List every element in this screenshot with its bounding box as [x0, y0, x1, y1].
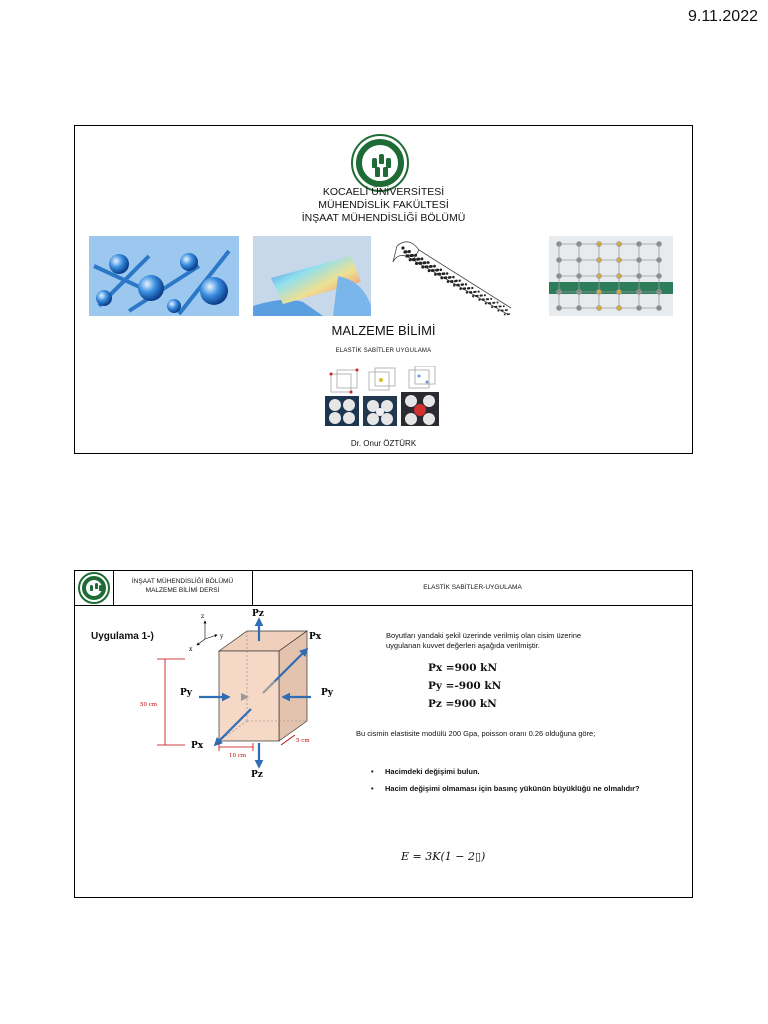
faculty-name: MÜHENDİSLİK FAKÜLTESİ: [318, 199, 449, 211]
bulk-modulus-formula: E = 3K(1 − 2▯): [401, 850, 486, 863]
question-item: • Hacim değişimi olmaması için basınç yükünün büyüklüğü ne olmalıdır?: [371, 784, 685, 793]
width-dimension: 10 cm: [229, 753, 247, 759]
py-left-label: Py: [180, 688, 192, 698]
py-right-label: Py: [321, 688, 333, 698]
exercise-slide: [74, 570, 693, 898]
load-pz: Pz =900 kN: [428, 698, 497, 710]
intro-line-1: Boyutları yandaki şekil üzerinde verilmiş olan cisim üzerine: [386, 631, 582, 640]
author-name: Dr. Onur ÖZTÜRK: [350, 439, 417, 448]
page-date: 9.11.2022: [688, 8, 758, 25]
axis-y-label: y: [220, 633, 224, 640]
institution-block: [75, 186, 692, 225]
material-sample-image: [253, 236, 371, 316]
axis-z-label: z: [201, 613, 205, 620]
university-logo: [351, 134, 409, 192]
department-name: İNŞAAT MÜHENDİSLİĞİ BÖLÜMÜ: [301, 212, 466, 224]
header-department-name: İNŞAAT MÜHENDİSLİĞİ BÖLÜMÜ: [131, 578, 234, 585]
question-item: • Hacimdeki değişimi bulun.: [371, 767, 685, 776]
px-top-label: Px: [309, 632, 322, 642]
intro-text: [386, 631, 581, 651]
slide-header: [75, 571, 692, 606]
height-dimension: 50 cm: [140, 702, 158, 708]
axis-x-label: x: [189, 646, 193, 653]
px-bottom-label: Px: [191, 741, 204, 751]
crystal-structures-image: [323, 366, 443, 436]
depth-dimension: 5 cm: [296, 738, 310, 744]
crystal-lattice-image: [549, 236, 673, 316]
course-title: MALZEME BİLİMİ: [331, 323, 436, 338]
header-topic: ELASTİK SABİTLER-UYGULAMA: [423, 584, 522, 591]
force-diagram: [135, 607, 355, 787]
header-logo-cell: [75, 571, 114, 605]
exercise-title: Uygulama 1-): [91, 631, 154, 642]
university-logo-small: [78, 572, 110, 604]
slide-subtitle: ELASTİK SABİTLER UYGULAMA: [335, 348, 432, 354]
title-slide: [74, 125, 693, 454]
material-properties: Bu cismin elastisite modülü 200 Gpa, poisson oranı 0.26 olduğuna göre;: [356, 729, 596, 738]
load-py: Py =-900 kN: [428, 680, 502, 692]
university-name: KOCAELİ ÜNİVERSİTESİ: [322, 186, 445, 198]
nanotube-image: [389, 236, 515, 316]
molecule-image: [89, 236, 239, 316]
header-course-name: MALZEME BİLİMİ DERSİ: [145, 587, 220, 594]
header-department: [113, 571, 253, 605]
pz-top-label: Pz: [252, 609, 264, 619]
load-values: [428, 659, 501, 713]
intro-line-2: uygulanan kuvvet değerleri aşağıda verilmiştir.: [386, 641, 540, 650]
load-px: Px =900 kN: [428, 662, 498, 674]
pz-bottom-label: Pz: [251, 770, 263, 780]
question-list: [371, 767, 685, 801]
